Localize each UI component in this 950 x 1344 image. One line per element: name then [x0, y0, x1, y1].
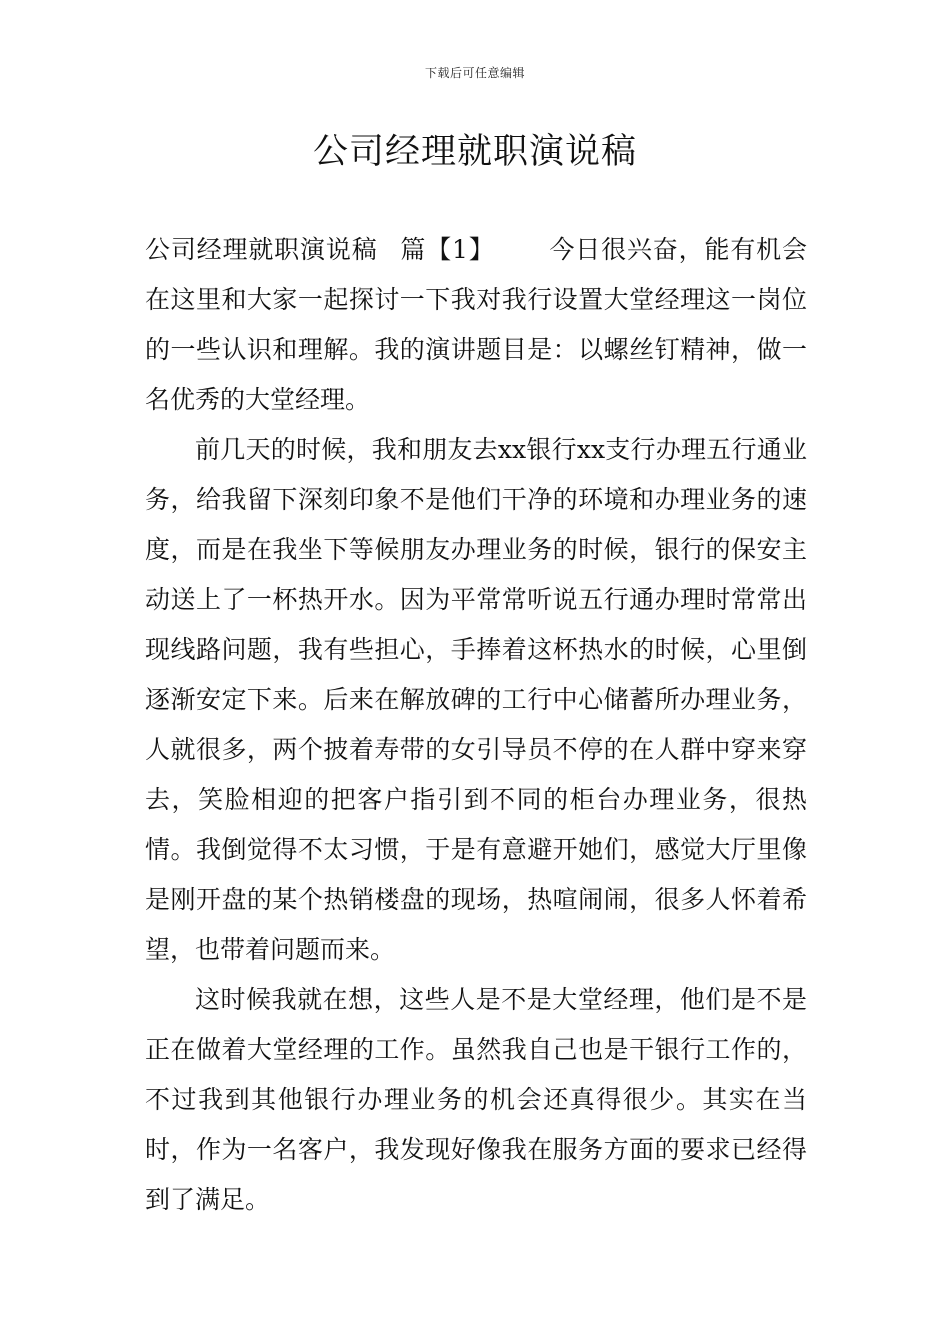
paragraph-1-section: 篇【1】 [399, 235, 495, 264]
paragraph-1 [145, 225, 807, 425]
header-note: 下载后可任意编辑 [424, 66, 525, 80]
paragraph-3: 这时候我就在想，这些人是不是大堂经理，他们是不是正在做着大堂经理的工作。虽然我自己也是干银行工作的，不过我到其他银行办理业务的机会还真得很少。其实在当时，作为一名客户，我发现好像我在服务方面的要求已经得到了满足。 [145, 985, 807, 1214]
document-title: 公司经理就职演说稿 [312, 132, 637, 172]
paragraph-2: 前几天的时候，我和朋友去xx银行xx支行办理五行通业务，给我留下深刻印象不是他们干净的环境和办理业务的速度，而是在我坐下等候朋友办理业务的时候，银行的保安主动送上了一杯热开水。因为平常常听说五行通办理时常常出现线路问题，我有些担心，手捧着这杯热水的时候，心里倒逐渐安定下来。后来在解放碑的工行中心储蓄所办理业务，人就很多，两个披着寿带的女引导员不停的在人群中穿来穿去，笑脸相迎的把客户指引到不同的柜台办理业务，很热情。我倒觉得不太习惯，于是有意避开她们，感觉大厅里像是刚开盘的某个热销楼盘的现场，热喧闹闹，很多人怀着希望，也带着问题而来。 [145, 435, 807, 964]
paragraph-1-text: 今日很兴奋，能有机会在这里和大家一起探讨一下我对我行设置大堂经理这一岗位的一些认识和理解。我的演讲题目是：以螺丝钉精神，做一名优秀的大堂经理。 [145, 235, 807, 414]
paragraph-1-label: 公司经理就职演说稿 [145, 235, 378, 264]
document-body [145, 225, 807, 1225]
